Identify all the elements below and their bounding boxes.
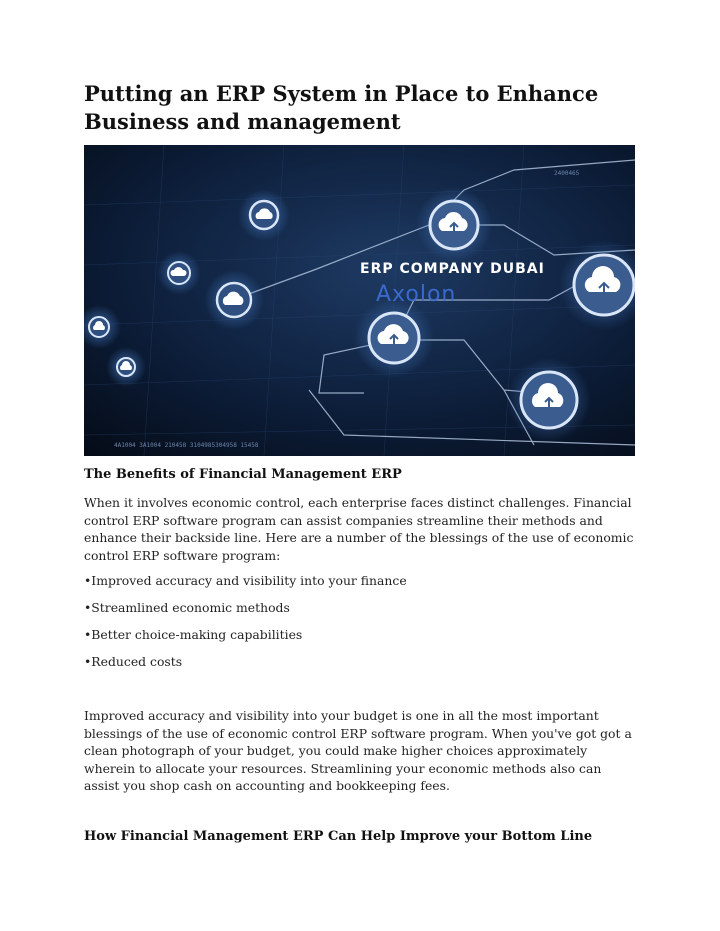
list-item: •Reduced costs bbox=[84, 654, 183, 669]
list-item: •Better choice-making capabilities bbox=[84, 627, 303, 642]
hero-image bbox=[84, 145, 635, 456]
section-heading-benefits: The Benefits of Financial Management ERP bbox=[84, 467, 402, 482]
cloud-upload-icon bbox=[238, 189, 290, 241]
hero-caption: ERP COMPANY DUBAI bbox=[360, 261, 545, 277]
cloud-upload-icon bbox=[157, 251, 201, 295]
cloud-upload-icon bbox=[354, 298, 434, 378]
list-item: •Streamlined economic methods bbox=[84, 600, 290, 615]
svg-text:2400465: 2400465 bbox=[554, 170, 580, 177]
cloud-upload-icon bbox=[204, 270, 264, 330]
document-title: Putting an ERP System in Place to Enhance Business and management bbox=[84, 81, 599, 134]
cloud-upload-icon bbox=[507, 358, 591, 442]
intro-paragraph: When it involves economic control, each enterprise faces distinct challenges. Financial control ERP software program can assist companies streamline their methods and enhance their backside line. Here are a number of the blessings of the use of economic control ERP software program: bbox=[84, 495, 634, 563]
cloud-upload-icon bbox=[416, 187, 492, 263]
cloud-upload-icon bbox=[106, 347, 146, 387]
body-paragraph: Improved accuracy and visibility into your budget is one in all the most important blessings of the use of economic control ERP software program. When you've got got a clean photograph of your budget, you could make higher choices approximately wherein to allocate your resources. Streamlining your economic methods also can assist you shop cash on accounting and bookkeeping fees. bbox=[84, 708, 632, 793]
svg-text:4A1004 3A1004 210458 3104985: 4A1004 3A1004 210458 3104985304958 15458 bbox=[114, 442, 259, 449]
section-heading-bottom-line: How Financial Management ERP Can Help Improve your Bottom Line bbox=[84, 829, 593, 844]
list-item: •Improved accuracy and visibility into your finance bbox=[84, 573, 407, 588]
hero-logo-text: Axolon bbox=[376, 282, 457, 307]
